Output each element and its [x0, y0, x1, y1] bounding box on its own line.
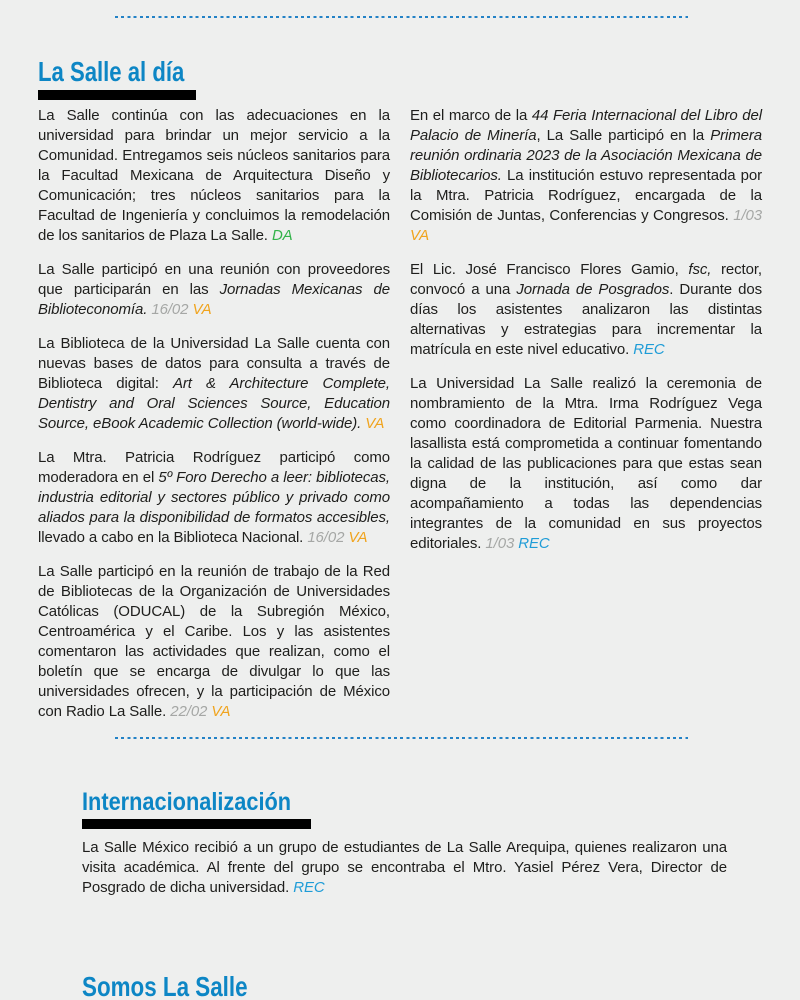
body-text: En el marco de la — [410, 107, 532, 124]
italic-title-text: fsc, — [688, 261, 712, 278]
single-column — [82, 838, 727, 898]
paragraph — [410, 260, 762, 360]
paragraph — [410, 374, 762, 554]
section-somos-la-salle — [82, 972, 727, 1000]
dept-tag-da: DA — [271, 227, 293, 244]
paragraph — [38, 334, 390, 434]
italic-title-text: 5º Foro Derecho a leer: bibliotecas, industria editorial y sectores público y privado como aliados para la disponibilidad de formatos accesibles, — [38, 469, 390, 526]
dept-tag-rec: REC — [293, 879, 325, 896]
section-title: Somos La Salle — [82, 971, 248, 1000]
paragraph — [82, 838, 727, 898]
body-text: llevado a cabo en la Biblioteca Nacional. — [38, 529, 308, 546]
italic-title-text: 44 Feria Internacional del Libro del Palacio de Minería — [410, 107, 762, 144]
section-internacionalizacion — [82, 788, 727, 898]
body-text: La Biblioteca de la Universidad La Salle cuenta con nuevas bases de datos para consulta a través de Biblioteca digital: — [38, 335, 390, 392]
body-text: La Mtra. Patricia Rodríguez participó como moderadora en el — [38, 449, 390, 486]
paragraph — [410, 106, 762, 246]
dept-tag-va: VA — [365, 415, 385, 432]
title-underline-bar — [38, 90, 196, 100]
date-stamp: 16/02 — [307, 529, 345, 546]
section-la-salle-al-dia — [38, 57, 762, 722]
date-stamp: 22/02 — [170, 703, 208, 720]
dept-tag-va: VA — [348, 529, 368, 546]
paragraph — [38, 562, 390, 722]
dashed-divider-middle — [115, 737, 688, 739]
section-title: La Salle al día — [38, 56, 185, 87]
body-text: La Salle México recibió a un grupo de estudiantes de La Salle Arequipa, quienes realizaron una visita académica. Al frente del grupo se encontraba el Mtro. Yasiel Pérez Vera, Director de Posgrado de dicha universidad. — [82, 839, 727, 896]
dashed-divider-top — [115, 16, 688, 18]
body-text: . Durante dos días los asistentes analizaron las distintas alternativas y estrategias para incrementar la matrícula en este nivel educativo. — [410, 281, 762, 358]
column-left — [38, 106, 390, 722]
column-right — [410, 106, 762, 722]
paragraph — [38, 106, 390, 246]
date-stamp: 1/03 — [485, 535, 515, 552]
dept-tag-va: VA — [410, 227, 429, 244]
body-text: La Salle participó en una reunión con proveedores que participarán en las — [38, 261, 390, 298]
title-underline-bar — [82, 819, 311, 829]
italic-title-text: Primera reunión ordinaria 2023 de la Asociación Mexicana de Bibliotecarios. — [410, 127, 762, 184]
body-text: El Lic. José Francisco Flores Gamio, — [410, 261, 689, 278]
dept-tag-rec: REC — [518, 535, 550, 552]
body-text: La institución estuvo representada por la Mtra. Patricia Rodríguez, encargada de la Comisión de Juntas, Conferencias y Congresos. — [410, 167, 762, 224]
section-title: Internacionalización — [82, 788, 292, 816]
body-text: , La Salle participó en la — [536, 127, 711, 144]
paragraph — [38, 260, 390, 320]
body-text: La Salle participó en la reunión de trabajo de la Red de Bibliotecas de la Organización de Universidades Católicas (ODUCAL) de la Subregión México, Centroamérica y el Caribe. Los y las asistentes comentaron las actividades que realizan, como el boletín que se encarga de divulgar lo que las universidades ofrecen, y la participación de México con Radio La Salle. — [38, 563, 390, 720]
dept-tag-va: VA — [192, 301, 212, 318]
date-stamp: 1/03 — [733, 207, 762, 224]
paragraph — [38, 448, 390, 548]
italic-title-text: Jornadas Mexicanas de Biblioteconomía. — [38, 281, 390, 318]
italic-title-text: Jornada de Posgrados — [516, 281, 670, 298]
body-text: rector, convocó a una — [410, 261, 762, 298]
body-text: La Salle continúa con las adecuaciones en la universidad para brindar un mejor servicio a la Comunidad. Entregamos seis núcleos sanitarios para la Facultad Mexicana de Arquitectura Diseño y Comunicación; tres núcleos sanitarios para la Facultad de Ingeniería y concluimos la remodelación de los sanitarios de Plaza La Salle. — [38, 107, 390, 244]
body-text: La Universidad La Salle realizó la ceremonia de nombramiento de la Mtra. Irma Rodríguez Vega como coordinadora de Editorial Parmenia. Nuestra lasallista está comprometida a continuar fomentando la calidad de las publicaciones para que estas sean digna de la institución, así como dar acompañamiento a todas las dependencias integrantes de la comunidad en sus proyectos editoriales. — [410, 375, 762, 552]
date-stamp: 16/02 — [151, 301, 189, 318]
dept-tag-va: VA — [211, 703, 231, 720]
italic-title-text: Art & Architecture Complete, Dentistry and Oral Sciences Source, Education Source, eBook Academic Collection (world-wide). — [38, 375, 390, 432]
two-column-layout — [38, 106, 762, 722]
dept-tag-rec: REC — [633, 341, 665, 358]
